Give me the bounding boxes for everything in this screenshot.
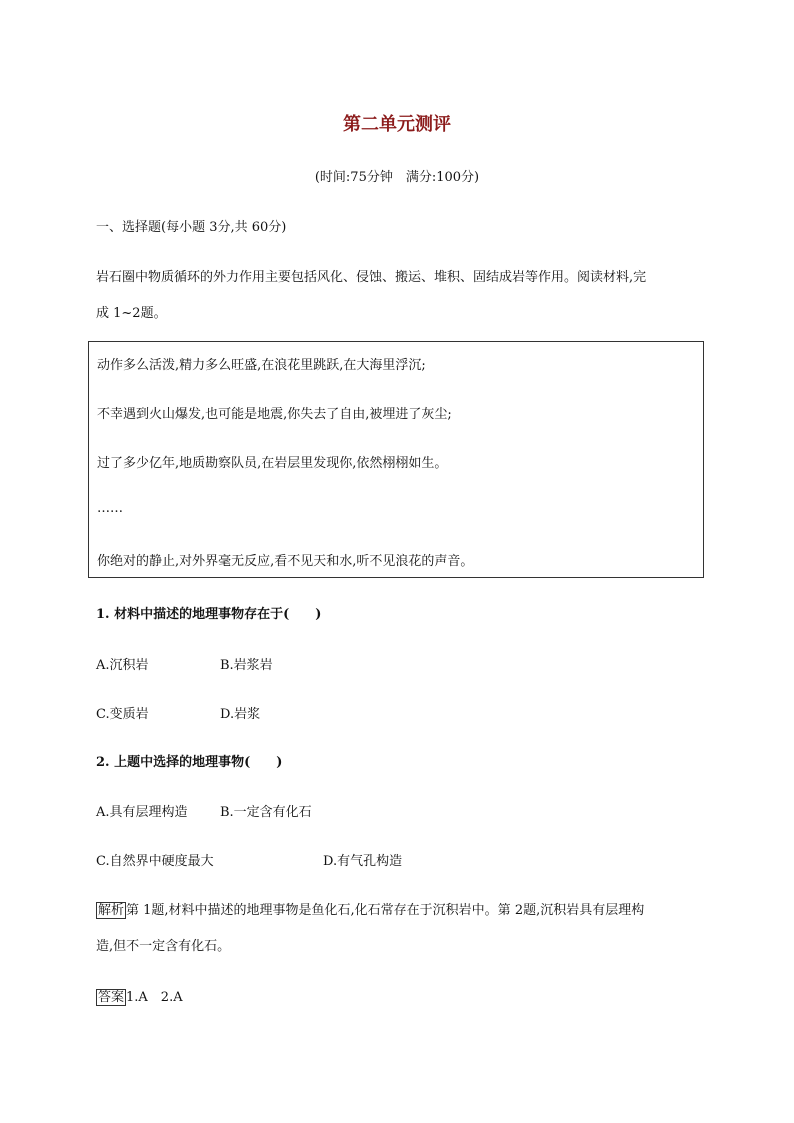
question-1-stem: 1. 材料中描述的地理事物存在于( ) [96,607,322,622]
q2-option-b: B.一定含有化石 [220,805,312,820]
answer-line [96,986,183,1005]
question-2-stem: 2. 上题中选择的地理事物( ) [96,755,283,770]
intro-text-line-2: 成 1~2题。 [96,306,167,321]
poem-line: 不幸遇到火山爆发,也可能是地震,你失去了自由,被埋进了灰尘; [97,407,452,422]
q2-option-c: C.自然界中硬度最大 [96,854,214,869]
exam-info: (时间:75分钟 满分:100分) [314,170,480,185]
poem-line: 过了多少亿年,地质勘察队员,在岩层里发现你,依然栩栩如生。 [97,456,448,471]
page-title: 第二单元测评 [343,114,451,135]
q1-option-a: A.沉积岩 [96,658,149,673]
poem-line: 你绝对的静止,对外界毫无反应,看不见天和水,听不见浪花的声音。 [97,554,474,569]
intro-text-line-1: 岩石圈中物质循环的外力作用主要包括风化、侵蚀、搬运、堆积、固结成岩等作用。阅读材料,完 [96,270,647,285]
q1-option-c: C.变质岩 [96,707,149,722]
analysis-line-1 [96,899,644,918]
poem-line: 动作多么活泼,精力多么旺盛,在浪花里跳跃,在大海里浮沉; [97,358,426,373]
material-box [88,341,704,578]
analysis-text: 第 1题,材料中描述的地理事物是鱼化石,化石常存在于沉积岩中。第 2题,沉积岩具有层理构 [126,903,645,918]
answer-text: 1.A 2.A [126,990,183,1005]
q1-option-d: D.岩浆 [220,707,261,722]
q1-option-b: B.岩浆岩 [220,658,273,673]
answer-label: 答案 [98,990,125,1005]
analysis-label: 解析 [98,903,125,918]
poem-line: …… [97,501,123,516]
q2-option-d: D.有气孔构造 [323,854,403,869]
section-heading: 一、选择题(每小题 3分,共 60分) [96,220,287,235]
analysis-line-2: 造,但不一定含有化石。 [96,939,231,954]
q2-option-a: A.具有层理构造 [96,805,188,820]
